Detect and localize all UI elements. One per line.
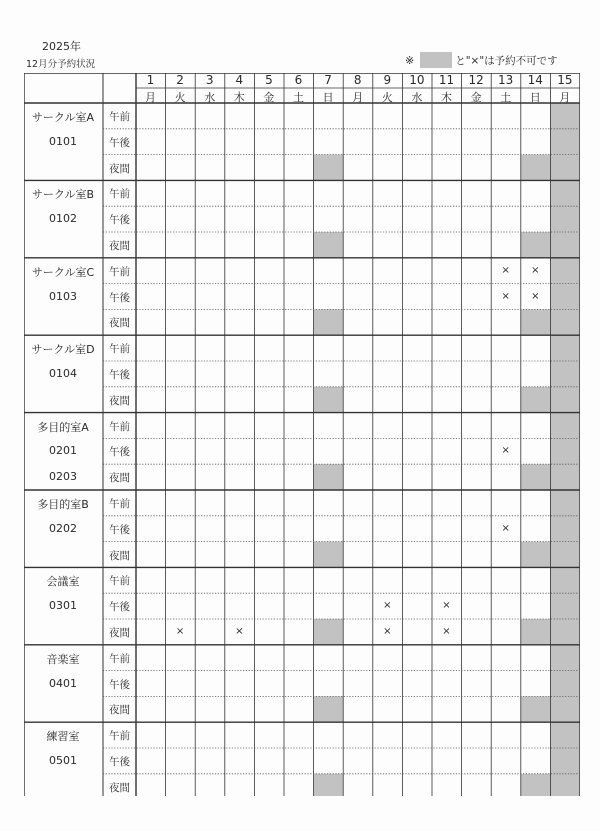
unavailable-cell	[521, 464, 551, 490]
day-number: 2	[176, 73, 184, 87]
unavailable-cell	[314, 696, 344, 722]
day-of-week: 金	[263, 91, 275, 104]
day-of-week: 水	[411, 91, 423, 104]
room-name: サークル室A	[31, 111, 95, 124]
room-code: 0103	[49, 289, 77, 303]
day-number: 1	[146, 73, 155, 87]
room-name: サークル室D	[31, 343, 95, 357]
day-number: 3	[205, 73, 214, 87]
period-label: 午後	[109, 601, 130, 614]
period-label: 夜間	[109, 162, 130, 175]
unavailable-cell	[521, 232, 551, 258]
unavailable-mark: ×	[531, 264, 540, 276]
room-code: 0101	[49, 134, 77, 148]
period-label: 夜間	[109, 781, 130, 794]
period-label: 午後	[109, 523, 130, 536]
unavailable-cell	[521, 155, 551, 181]
room-code: 0201	[49, 444, 77, 458]
legend-unavailable-swatch	[420, 52, 452, 68]
room-code: 0301	[49, 599, 77, 613]
day-number: 9	[383, 73, 392, 87]
period-label: 午前	[109, 111, 130, 123]
unavailable-mark: ×	[501, 290, 510, 302]
day-of-week: 火	[174, 91, 186, 104]
legend-note-mark: ※	[405, 53, 415, 67]
period-label: 夜間	[109, 627, 130, 639]
unavailable-cell	[314, 774, 344, 796]
room-name: サークル室B	[31, 188, 95, 202]
room-name: 多目的室A	[37, 420, 89, 434]
reservation-schedule-table	[24, 73, 580, 796]
unavailable-cell	[314, 387, 344, 413]
day-of-week: 土	[500, 91, 512, 104]
day-of-week: 木	[441, 91, 452, 104]
period-label: 午前	[109, 420, 130, 433]
room-code: 0202	[49, 521, 77, 535]
unavailable-cell	[521, 696, 551, 722]
day-of-week: 金	[470, 91, 482, 104]
period-label: 夜間	[109, 472, 130, 485]
period-label: 夜間	[109, 704, 130, 717]
day-of-week: 月	[352, 91, 364, 104]
day-of-week: 日	[529, 91, 541, 104]
period-label: 夜間	[109, 394, 130, 407]
day-number: 7	[324, 73, 332, 87]
unavailable-column-15	[550, 103, 580, 796]
room-code: 0401	[49, 676, 77, 690]
period-label: 午前	[109, 343, 130, 356]
unavailable-mark: ×	[442, 600, 451, 612]
room-name: 音楽室	[46, 652, 80, 666]
unavailable-mark: ×	[442, 626, 451, 637]
period-label: 午前	[109, 730, 130, 743]
legend-text: と"×"は予約不可です	[455, 54, 558, 67]
day-number: 8	[353, 73, 362, 87]
period-label: 午前	[109, 188, 130, 201]
unavailable-mark: ×	[235, 626, 244, 637]
period-label: 夜間	[109, 317, 130, 330]
room-name: 練習室	[46, 730, 80, 744]
unavailable-cell	[521, 774, 551, 796]
period-label: 午後	[109, 136, 130, 149]
room-code: 0104	[49, 367, 77, 380]
room-code: 0203	[49, 470, 77, 484]
day-of-week: 日	[322, 91, 334, 104]
unavailable-cell	[314, 464, 344, 490]
period-label: 午後	[109, 214, 130, 227]
day-of-week: 火	[381, 91, 393, 104]
day-of-week: 土	[293, 91, 304, 104]
period-label: 午後	[109, 446, 130, 459]
period-label: 午後	[109, 291, 130, 304]
unavailable-cell	[314, 619, 344, 645]
period-label: 午前	[109, 652, 130, 665]
period-label: 午前	[109, 265, 130, 278]
period-label: 午後	[109, 756, 130, 768]
day-number: 12	[468, 73, 484, 87]
day-number: 13	[498, 73, 514, 87]
unavailable-cell	[314, 155, 344, 181]
unavailable-mark: ×	[501, 264, 510, 276]
day-number: 14	[527, 73, 543, 87]
unavailable-mark: ×	[383, 626, 392, 637]
unavailable-mark: ×	[175, 626, 185, 637]
period-label: 午前	[109, 575, 130, 588]
page-subtitle: 12月分予約状況	[26, 59, 96, 70]
unavailable-mark: ×	[501, 445, 510, 457]
unavailable-cell	[521, 387, 551, 413]
day-number: 10	[409, 73, 425, 87]
unavailable-cell	[521, 309, 551, 335]
unavailable-cell	[521, 619, 551, 645]
unavailable-cell	[314, 232, 344, 258]
day-number: 11	[438, 73, 455, 87]
room-name: 会議室	[46, 575, 80, 589]
unavailable-cell	[521, 542, 551, 568]
room-name: 多目的室B	[37, 498, 89, 511]
day-number: 5	[265, 73, 273, 87]
period-label: 午前	[109, 498, 130, 510]
day-number: 6	[294, 73, 303, 87]
room-code: 0102	[49, 212, 77, 226]
legend	[405, 52, 558, 68]
period-label: 夜間	[109, 549, 130, 562]
room-code: 0501	[49, 754, 77, 767]
day-of-week: 木	[233, 91, 245, 104]
unavailable-mark: ×	[501, 522, 510, 534]
period-label: 午後	[109, 678, 130, 691]
day-number: 15	[557, 73, 573, 87]
year-label: 2025年	[42, 40, 81, 53]
day-of-week: 月	[559, 91, 571, 104]
unavailable-cell	[314, 542, 344, 568]
day-of-week: 月	[145, 91, 156, 104]
unavailable-mark: ×	[531, 290, 540, 302]
unavailable-cell	[314, 309, 344, 335]
unavailable-mark: ×	[383, 600, 392, 612]
day-number: 4	[235, 73, 244, 87]
period-label: 夜間	[109, 240, 130, 252]
period-label: 午後	[109, 369, 130, 381]
day-of-week: 水	[204, 91, 216, 104]
room-name: サークル室C	[31, 265, 95, 279]
